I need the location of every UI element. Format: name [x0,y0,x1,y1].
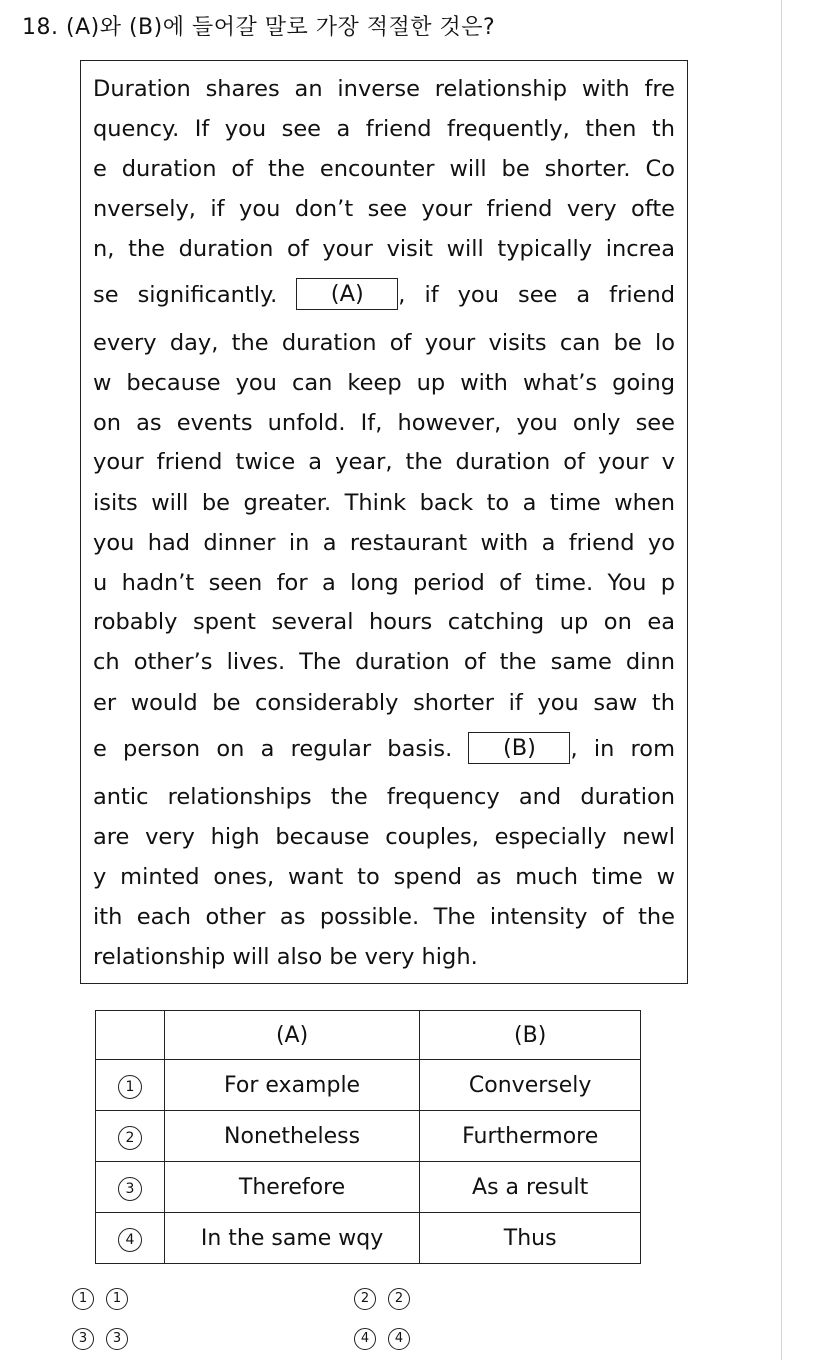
passage-line: n, the duration of your visit will typically increa [93,236,675,262]
answer-option-2[interactable] [354,1288,410,1310]
question-title: 18. (A)와 (B)에 들어갈 말로 가장 적절한 것은? [22,15,496,40]
choice-a-cell: In the same wqy [164,1213,420,1264]
table-row [96,1060,641,1111]
passage-line: relationship will also be very high. [93,944,478,970]
table-row [96,1213,641,1264]
passage-text: e person on a regular basis. [93,736,453,762]
passage-line: u hadn’t seen for a long period of time. You p [93,570,675,596]
passage-line: e duration of the encounter will be shorter. Co [93,156,675,182]
option-marker-2: 2 [354,1288,376,1310]
option-label-1: 1 [106,1288,128,1310]
choice-a-cell: Nonetheless [164,1111,420,1162]
table-header-row [96,1011,641,1060]
answer-option-3[interactable] [72,1328,128,1350]
choice-b-cell: As a result [420,1162,641,1213]
passage-line: nversely, if you don’t see your friend very ofte [93,196,675,222]
passage-line: er would be considerably shorter if you saw th [93,690,675,716]
passage-line: you had dinner in a restaurant with a friend yo [93,530,675,556]
choice-a-cell: For example [164,1060,420,1111]
circled-number-1: 1 [118,1075,142,1099]
passage-line: your friend twice a year, the duration of your v [93,449,675,475]
passage-line: Duration shares an inverse relationship with fre [93,76,675,102]
choice-number-cell [96,1213,165,1264]
answer-choice-table [95,1010,641,1264]
blank-a-box: (A) [296,278,398,310]
passage-line: are very high because couples, especially newl [93,824,675,850]
blank-b-box: (B) [468,732,570,764]
circled-number-3: 3 [118,1177,142,1201]
passage-box [80,60,688,984]
page-edge-divider [781,0,782,1360]
circled-number-4: 4 [118,1228,142,1252]
passage-text: , in rom [570,736,675,762]
choice-b-cell: Conversely [420,1060,641,1111]
option-label-4: 4 [388,1328,410,1350]
option-marker-3: 3 [72,1328,94,1350]
passage-line: on as events unfold. If, however, you only see [93,410,675,436]
passage-line: every day, the duration of your visits can be lo [93,330,675,356]
table-header-a: (A) [164,1011,420,1060]
choice-b-cell: Furthermore [420,1111,641,1162]
table-header-b: (B) [420,1011,641,1060]
choice-number-cell [96,1111,165,1162]
option-marker-4: 4 [354,1328,376,1350]
choice-number-cell [96,1162,165,1213]
choice-a-cell: Therefore [164,1162,420,1213]
table-row [96,1111,641,1162]
passage-line: ch other’s lives. The duration of the same dinn [93,649,675,675]
passage-line-with-blank-b [93,733,675,765]
choice-number-cell [96,1060,165,1111]
passage-line: quency. If you see a friend frequently, then th [93,116,675,142]
circled-number-2: 2 [118,1126,142,1150]
passage-line: isits will be greater. Think back to a time when [93,490,675,516]
passage-line: ith each other as possible. The intensity of the [93,904,675,930]
passage-line: w because you can keep up with what’s going [93,370,675,396]
passage-line: antic relationships the frequency and duration [93,784,675,810]
table-header-empty [96,1011,165,1060]
option-label-3: 3 [106,1328,128,1350]
table-row [96,1162,641,1213]
choice-b-cell: Thus [420,1213,641,1264]
passage-line-with-blank-a [93,279,675,311]
passage-text: , if you see a friend [398,282,675,308]
passage-line: y minted ones, want to spend as much time w [93,864,675,890]
passage-line: robably spent several hours catching up on ea [93,609,675,635]
option-label-2: 2 [388,1288,410,1310]
option-marker-1: 1 [72,1288,94,1310]
answer-option-1[interactable] [72,1288,128,1310]
passage-text: se significantly. [93,282,278,308]
answer-option-4[interactable] [354,1328,410,1350]
